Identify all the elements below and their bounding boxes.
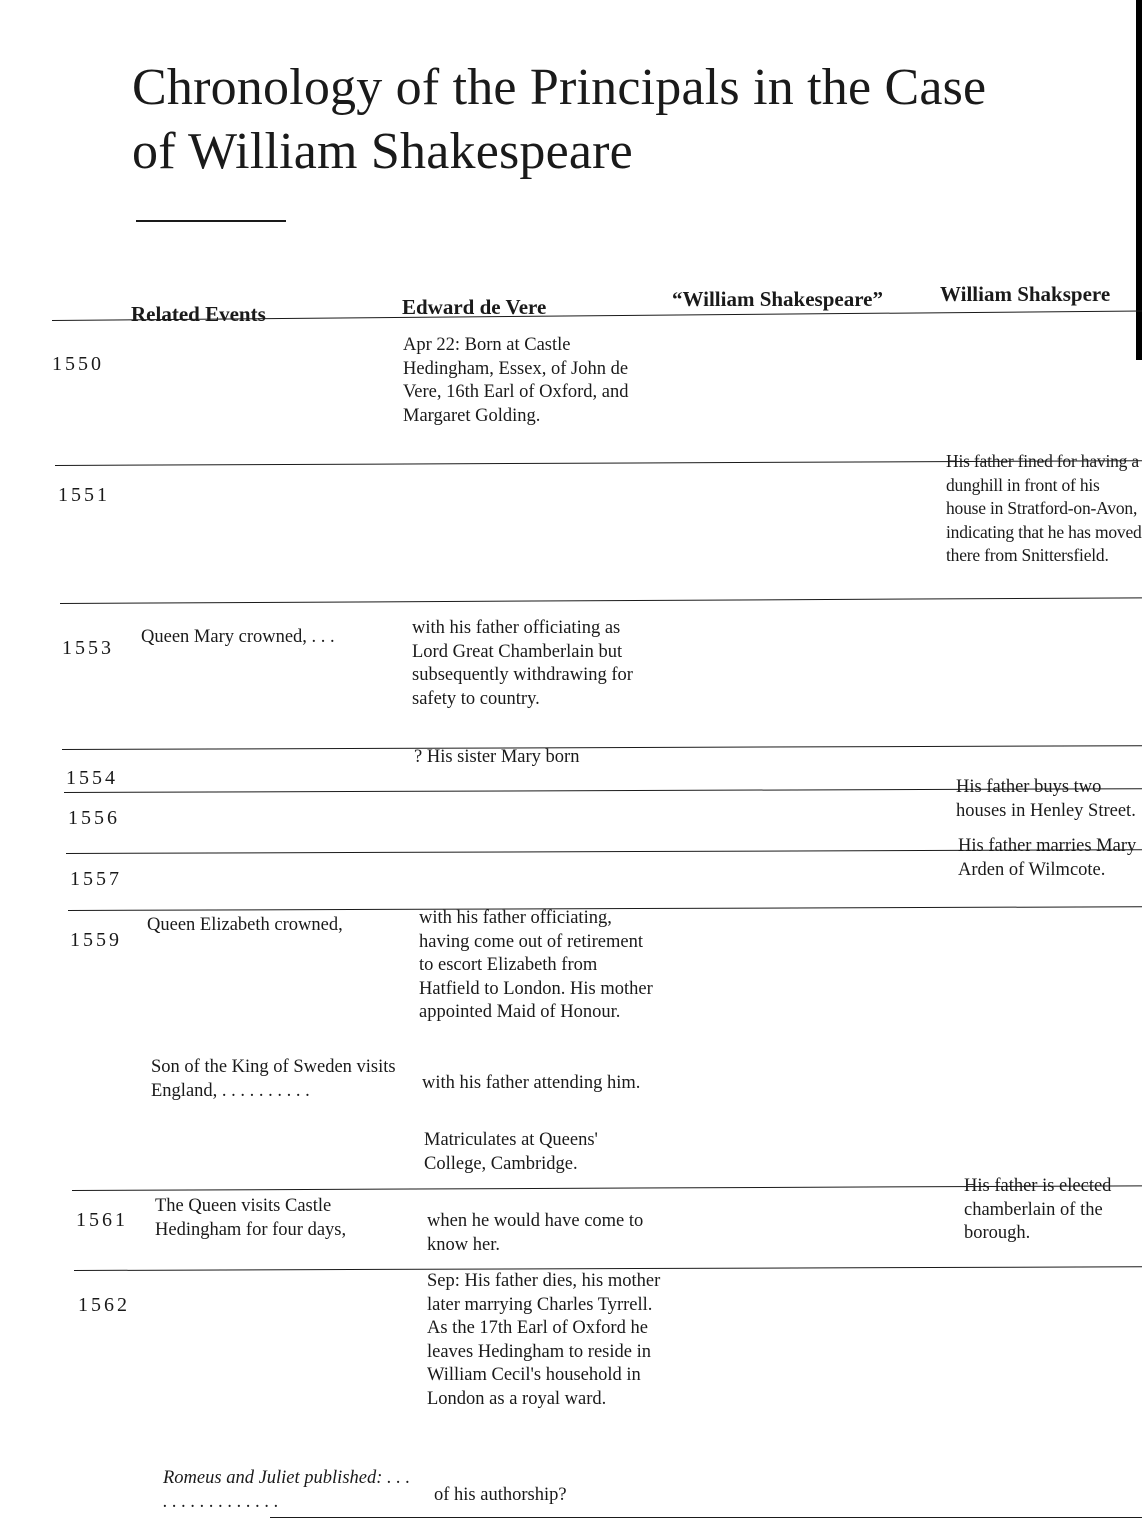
related-event-entry: Romeus and Juliet published: . . . . . . . . . . . . . . . . [163,1468,411,1512]
col-header-william-shakspere: William Shakspere [940,282,1111,306]
related-event-entry: Queen Mary crowned, . . . [141,627,335,647]
related-event-entry: Son of the King of Sweden visits England, . . . . . . . . . . [151,1057,396,1101]
de-vere-entry: Matriculates at Queens' College, Cambridge. [424,1130,598,1174]
row-divider [270,1517,1142,1518]
de-vere-entry: with his father officiating as Lord Great Chamberlain but subsequently withdrawing for safety to country. [412,618,633,709]
col-header-related-events: Related Events [131,302,266,326]
shakspere-entry: His father buys two houses in Henley Street. [956,777,1136,821]
year-label: 1562 [78,1294,130,1316]
de-vere-entry: with his father officiating, having come out of retirement to escort Elizabeth from Hatfield to London. His mother appointed Maid of Honour. [419,908,653,1022]
de-vere-entry: Apr 22: Born at Castle Hedingham, Essex, of John de Vere, 16th Earl of Oxford, and Margaret Golding. [403,335,629,426]
related-event-entry: Queen Elizabeth crowned, [147,915,343,935]
page-title: Chronology of the Principals in the Case of William Shakespeare [132,59,987,180]
shakspere-entry: His father fined for having a dunghill in front of his house in Stratford-on-Avon, indicating that he has moved there from Snittersfield. [946,451,1142,565]
title-underline [136,220,286,222]
page-edge-shadow [1136,0,1142,360]
col-header-william-shakespeare-pen-name: “William Shakespeare” [672,287,883,311]
de-vere-entry: when he would have come to know her. [427,1211,644,1255]
col-header-edward-de-vere: Edward de Vere [402,295,547,319]
year-label: 1551 [58,484,110,506]
row-divider [60,597,1142,604]
year-label: 1557 [70,868,122,890]
year-label: 1561 [76,1209,128,1231]
de-vere-entry: of his authorship? [434,1485,567,1505]
year-label: 1556 [68,807,120,829]
year-label: 1550 [52,353,104,375]
year-label: 1554 [66,767,118,789]
related-event-entry: The Queen visits Castle Hedingham for four days, [155,1196,347,1240]
de-vere-entry: Sep: His father dies, his mother later marrying Charles Tyrrell. As the 17th Earl of Oxford he leaves Hedingham to reside in William Cecil's household in London as a royal ward. [427,1271,661,1409]
year-label: 1559 [70,929,122,951]
de-vere-entry: ? His sister Mary born [414,747,580,767]
shakspere-entry: His father marries Mary Arden of Wilmcote. [958,836,1137,880]
year-label: 1553 [62,637,114,659]
shakspere-entry: His father is elected chamberlain of the borough. [964,1176,1112,1243]
de-vere-entry: with his father attending him. [422,1073,641,1093]
